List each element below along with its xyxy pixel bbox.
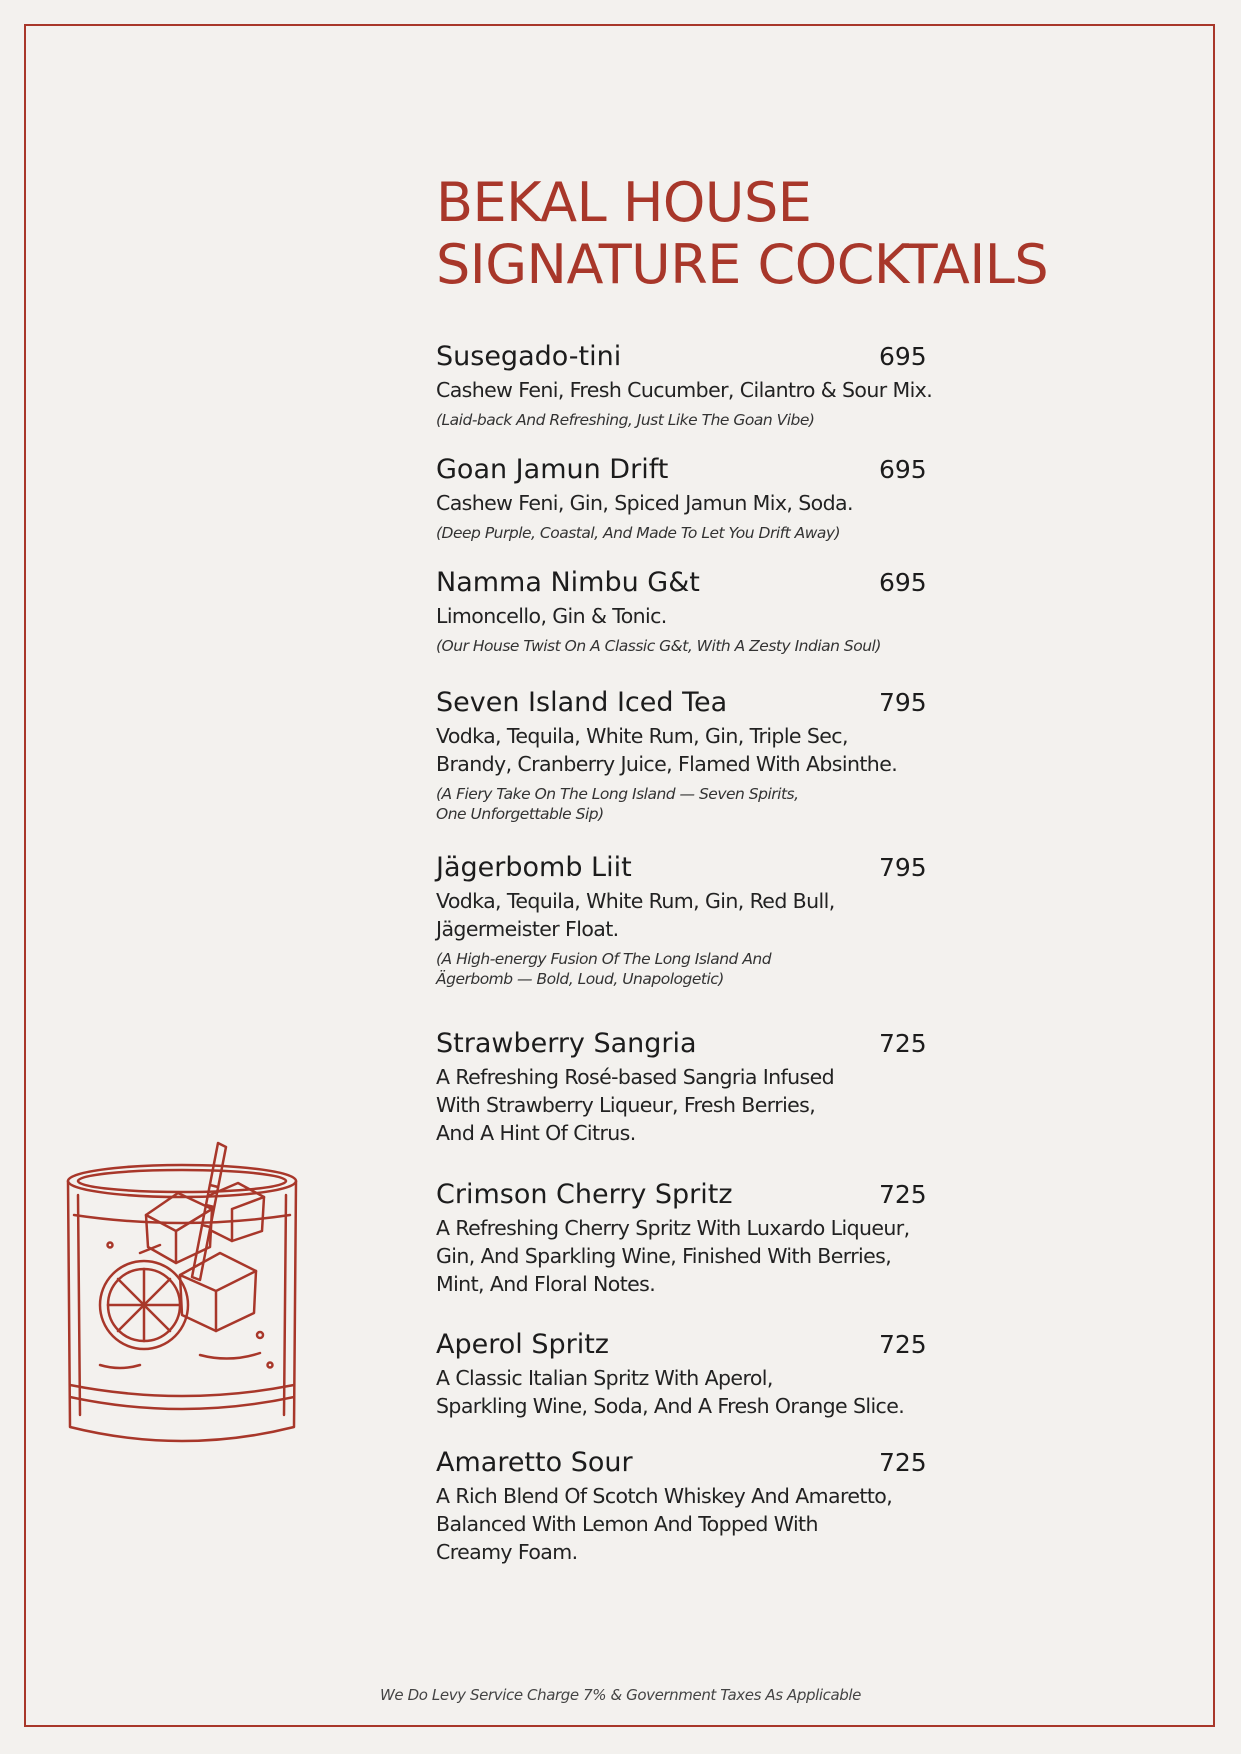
item-note: (A Fiery Take On The Long Island — Seven Spirits,: [436, 785, 799, 803]
item-name: Jägerbomb Liit: [436, 852, 632, 883]
item-description: Cashew Feni, Gin, Spiced Jamun Mix, Soda.: [436, 491, 853, 515]
item-note: Ägerbomb — Bold, Loud, Unapologetic): [436, 970, 724, 988]
item-description: A Refreshing Rosé-based Sangria Infused: [436, 1065, 835, 1089]
item-price: 695: [879, 342, 927, 371]
menu-title-line-1: BEKAL HOUSE: [436, 171, 812, 234]
menu-item: [436, 1178, 956, 1298]
item-description: Balanced With Lemon And Topped With: [436, 1512, 818, 1536]
item-price: 795: [879, 688, 927, 717]
item-description: Vodka, Tequila, White Rum, Gin, Red Bull,: [436, 889, 835, 913]
item-description: Limoncello, Gin & Tonic.: [436, 604, 667, 628]
item-description: Mint, And Floral Notes.: [436, 1272, 656, 1296]
menu-item: [436, 566, 956, 656]
item-description: Vodka, Tequila, White Rum, Gin, Triple Sec,: [436, 724, 848, 748]
item-description: Brandy, Cranberry Juice, Flamed With Absinthe.: [436, 752, 898, 776]
menu-item: [436, 1027, 956, 1147]
menu-item: [436, 453, 956, 543]
item-price: 725: [879, 1330, 927, 1359]
item-name: Susegado-tini: [436, 341, 622, 372]
item-name: Amaretto Sour: [436, 1447, 633, 1478]
item-note: (A High-energy Fusion Of The Long Island And: [436, 950, 772, 968]
item-name: Aperol Spritz: [436, 1329, 609, 1360]
item-note: (Our House Twist On A Classic G&t, With A Zesty Indian Soul): [436, 637, 881, 655]
item-name: Namma Nimbu G&t: [436, 567, 700, 598]
menu-item: [436, 340, 956, 430]
item-price: 695: [879, 455, 927, 484]
item-note: (Laid-back And Refreshing, Just Like The Goan Vibe): [436, 411, 815, 429]
menu-item: [436, 1446, 956, 1566]
menu-item: [436, 851, 956, 989]
item-description: And A Hint Of Citrus.: [436, 1121, 636, 1145]
item-description: A Refreshing Cherry Spritz With Luxardo Liqueur,: [436, 1216, 910, 1240]
item-description: With Strawberry Liqueur, Fresh Berries,: [436, 1093, 816, 1117]
item-note: One Unforgettable Sip): [436, 805, 604, 823]
item-description: Sparkling Wine, Soda, And A Fresh Orange Slice.: [436, 1394, 905, 1418]
cocktail-glass-icon: [60, 1135, 300, 1455]
item-price: 795: [879, 853, 927, 882]
item-description: A Classic Italian Spritz With Aperol,: [436, 1366, 773, 1390]
item-price: 695: [879, 568, 927, 597]
menu-item: [436, 1328, 956, 1420]
item-description: Gin, And Sparkling Wine, Finished With Berries,: [436, 1244, 892, 1268]
item-description: Creamy Foam.: [436, 1540, 578, 1564]
item-name: Strawberry Sangria: [436, 1028, 697, 1059]
item-description: Cashew Feni, Fresh Cucumber, Cilantro & Sour Mix.: [436, 378, 933, 402]
item-description: A Rich Blend Of Scotch Whiskey And Amaretto,: [436, 1484, 893, 1508]
item-name: Crimson Cherry Spritz: [436, 1179, 733, 1210]
item-description: Jägermeister Float.: [436, 917, 619, 941]
service-charge-note: We Do Levy Service Charge 7% & Government Taxes As Applicable: [379, 1686, 861, 1704]
item-name: Goan Jamun Drift: [436, 454, 669, 485]
menu-item: [436, 686, 956, 824]
item-name: Seven Island Iced Tea: [436, 687, 728, 718]
menu-title-line-2: SIGNATURE COCKTAILS: [436, 233, 1049, 296]
item-note: (Deep Purple, Coastal, And Made To Let You Drift Away): [436, 524, 841, 542]
item-price: 725: [879, 1029, 927, 1058]
item-price: 725: [879, 1448, 927, 1477]
menu-title: [436, 172, 1048, 296]
item-price: 725: [879, 1180, 927, 1209]
